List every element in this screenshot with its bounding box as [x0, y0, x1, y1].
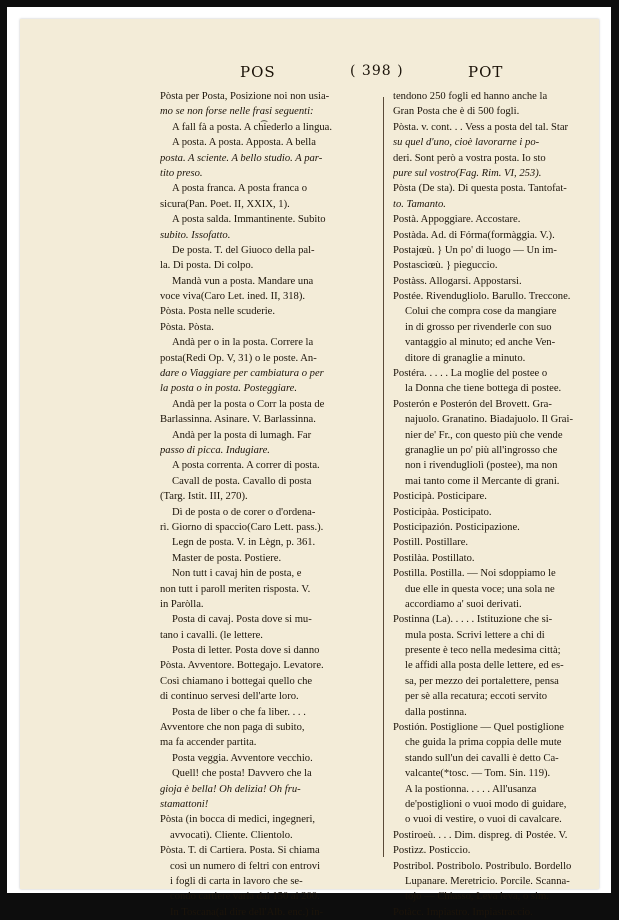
text-line: Pòsta per Posta, Posizione noi non usia-	[160, 91, 330, 102]
text-line: le affidi alla posta delle lettere, ed es-	[405, 660, 564, 672]
text-line: Andà per la posta o Corr la posta de	[172, 398, 325, 410]
text-line: A posta. A posta. Apposta. A bella	[172, 137, 316, 149]
text-line: Postée. Rivendugliolo. Barullo. Treccone.	[393, 291, 571, 303]
text-line: A posta franca. A posta franca o	[172, 183, 308, 195]
text-line: condo cartiere varia dai 150 ai 200.	[170, 891, 320, 903]
text-line: Avventore che non paga di subito,	[160, 722, 305, 734]
column-divider	[383, 97, 384, 857]
text-line: de'postiglioni o vuoi modo di guidare,	[405, 798, 567, 810]
header-left-word: POS	[240, 63, 276, 81]
text-line: Lupanare. Meretricio. Porcile. Scanna-	[405, 875, 570, 887]
text-line: non i rivendugliolì (postee), ma non	[405, 460, 558, 472]
text-line: stando sull'un dei cavalli è detto Ca-	[405, 752, 559, 764]
text-line: accordiamo a' suoi derivati.	[405, 598, 522, 610]
text-line: Pòsta (De sta). Di questa posta. Tantofat-	[393, 183, 567, 195]
text-line: nier de' Fr., con questo più che vende	[405, 429, 563, 441]
text-line: vantaggio al minuto; ed anche Ven-	[405, 337, 556, 349]
text-line: mo se non forse nelle frasi seguenti:	[160, 106, 314, 118]
text-line: in di grosso per rivenderle con suo	[405, 321, 552, 333]
text-line: Posta veggia. Avventore vecchio.	[172, 752, 313, 764]
text-line: Posta di letter. Posta dove si danno	[172, 645, 320, 657]
text-line: to. Tamanto.	[393, 198, 446, 210]
text-line: la posta o in posta. Posteggiare.	[160, 383, 298, 395]
text-line: non tutt i paroll meriten risposta. V.	[160, 583, 311, 595]
text-line: Mandà vun a posta. Mandare una	[172, 275, 314, 287]
text-line: di continuo servesi dell'arte loro.	[160, 691, 299, 703]
text-line: in Paròlla.	[160, 598, 204, 610]
text-line: Colui che compra cose da mangiare	[405, 306, 557, 318]
text-line: valcante(*tosc. — Tom. Sin. 119).	[405, 768, 551, 780]
text-line: Cavall de posta. Cavallo di posta	[172, 475, 312, 487]
text-line: Pòsta. Avventore. Bottegajo. Levatore.	[160, 660, 324, 672]
text-line: Dì de posta o de corer o d'ordena-	[172, 506, 316, 518]
text-line: sicura(Pan. Poet. II, XXIX, 1).	[160, 198, 290, 210]
text-line: A la postionna. . . . . All'usanza	[405, 783, 537, 795]
text-line: posta(Redi Op. V, 31) o le poste. An-	[160, 352, 317, 364]
text-line: così un numero di feltri con entrovi	[170, 860, 321, 872]
text-line: Così chiamano i bottegai quello che	[160, 675, 313, 687]
text-line: Posta de liber o che fa liber. . . .	[172, 706, 306, 718]
text-line: Posticipà. Posticipare.	[393, 491, 487, 503]
text-line: (Targ. Istit. III, 270).	[160, 491, 248, 503]
text-line: A posta salda. Immantinente. Subito	[172, 214, 326, 226]
page-number: ( 398 )	[350, 63, 404, 79]
text-line: Postribol. Postribolo. Postribulo. Bordello	[393, 860, 572, 872]
text-line: la. Di posta. Di colpo.	[160, 260, 254, 272]
text-line: Postilàa. Postillato.	[393, 552, 475, 564]
running-head	[20, 63, 599, 85]
text-line: per sè alla recatura; eccoti servito	[405, 691, 548, 703]
text-line: De posta. T. del Giuoco della pal-	[172, 244, 315, 256]
text-line: Postinna (La). . . . . Istituzione che si-	[393, 614, 553, 626]
text-line: granaglie un po' più all'ingrosso che	[405, 444, 558, 456]
text-line: o vuoi di vestire, o vuoi di cavalcare.	[405, 814, 562, 826]
text-line: ma fa accender partita.	[160, 737, 257, 749]
text-line: Gran Posta che è di 500 fogli.	[393, 106, 520, 118]
text-line: Postà. Appoggiare. Accostare.	[393, 214, 521, 226]
text-line: dare o Viaggiare per cambiatura o per	[160, 368, 324, 380]
text-line: najuolo. Granatino. Biadajuolo. Il Grai-	[405, 414, 573, 426]
text-line: su quel d'uno, cioè lavorarne i po-	[393, 137, 540, 149]
text-line: Pòsta. T. di Cartiera. Posta. Si chiama	[160, 845, 320, 857]
text-line: voce viva(Caro Let. ined. II, 318).	[160, 291, 306, 303]
page-frame	[7, 7, 611, 918]
text-line: Postìzz. Posticcio.	[393, 845, 471, 857]
text-line: Postajœù. } Un po' di luogo — Un im-	[393, 244, 557, 256]
text-line: posta. A sciente. A bello studio. A par-	[160, 152, 323, 164]
text-line: Andà per la posta di lumagh. Far	[172, 429, 312, 441]
text-line: rì. Giorno di spaccio(Caro Lett. pass.).	[160, 521, 324, 533]
text-line: Postiroeù. . . . Dim. dispreg. di Postée. V.	[393, 829, 568, 841]
right-column	[393, 89, 593, 920]
text-line: tito preso.	[160, 167, 203, 179]
text-line: avvocati). Cliente. Clientolo.	[170, 829, 293, 841]
text-line: sa, per mezzo dei portalettere, pensa	[405, 675, 559, 687]
text-line: subito. Issofatto.	[160, 229, 231, 241]
text-line: Postìll. Postillare.	[393, 537, 469, 549]
text-line: Postascìœù. } pieguccio.	[393, 260, 498, 272]
text-line: dalla postinna.	[405, 706, 467, 718]
text-line: Quell! che posta! Davvero che la	[172, 768, 312, 780]
text-line: A fall fà a posta. A ch͡iederlo a lingua.	[172, 121, 333, 133]
text-line: i fogli di carta in lavoro che se-	[170, 875, 303, 887]
text-line: Legn de posta. V. in Lègn, p. 361.	[172, 537, 316, 549]
text-line: Pòsta. v. cont. . . Vess a posta del tal. Star	[393, 121, 569, 133]
text-line: tojo — Chiasso, Leva leva, o sim.	[405, 891, 549, 903]
text-line: Pòsta. Pòsta.	[160, 321, 214, 333]
text-line: ditore di granaglie a minuto.	[405, 352, 526, 364]
header-right-word: POT	[468, 63, 504, 81]
text-line: passo di picca. Indugiare.	[160, 444, 270, 456]
text-line: Pòsta. Posta nelle scuderie.	[160, 306, 276, 318]
dictionary-page	[20, 19, 599, 918]
text-line: deri. Sont però a vostra posta. Io sto	[393, 152, 546, 164]
text-line: Postàss. Allogarsi. Appostarsi.	[393, 275, 522, 287]
text-line: gioja è bella! Oh delizia! Oh fru-	[160, 783, 301, 795]
text-line: stamattoni!	[160, 798, 209, 810]
text-line: Barlassinna. Asinare. V. Barlassinna.	[160, 414, 316, 426]
left-column	[160, 89, 378, 920]
text-line: Master de posta. Postiere.	[172, 552, 282, 564]
text-line: pure sul vostro(Fag. Rim. VI, 253).	[393, 167, 542, 179]
text-line: Posticipazión. Posticipazione.	[393, 521, 520, 533]
text-line: Postéra. . . . . La moglie del postee o	[393, 368, 548, 380]
text-line: mai tanto come il Mercante di grani.	[405, 475, 560, 487]
text-line: che guida la prima coppia delle mute	[405, 737, 562, 749]
text-line: Postàda. Ad. di Fórma(formàggia. V.).	[393, 229, 555, 241]
text-line: Pòsta (in bocca di medici, ingegneri,	[160, 814, 316, 826]
text-line: presente è teco nella medesima città;	[405, 645, 561, 657]
text-line: A posta correnta. A correr di posta.	[172, 460, 320, 472]
text-line: la Donna che tiene bottega di postee.	[405, 383, 562, 395]
text-line: tendono 250 fogli ed hanno anche la	[393, 91, 548, 102]
text-line: Postìlla. Postilla. — Noi sdoppiamo le	[393, 568, 556, 580]
text-line: Posticipàa. Posticipato.	[393, 506, 492, 518]
text-line: tano i cavalli. (le lettere.	[160, 629, 263, 641]
text-line: Potàcc. Impiastro. Impiastraccio.	[393, 906, 533, 918]
text-line: mula posta. Scrivi lettere a chi di	[405, 629, 545, 641]
text-line: Posta di cavaj. Posta dove si mu-	[172, 614, 312, 626]
text-line: Posterón e Posterón del Brovett. Gra-	[393, 398, 552, 410]
text-line: Non tutt i cavaj hin de posta, e	[172, 568, 302, 580]
text-line: Andà per o in la posta. Correre la	[172, 337, 314, 349]
text-line: due elle in questa voce; una sola ne	[405, 583, 555, 595]
text-line: In Toscana(al dire dell'Alb. enc.) in-	[170, 906, 324, 918]
text-line: Postión. Postiglione — Quel postiglione	[393, 722, 564, 734]
